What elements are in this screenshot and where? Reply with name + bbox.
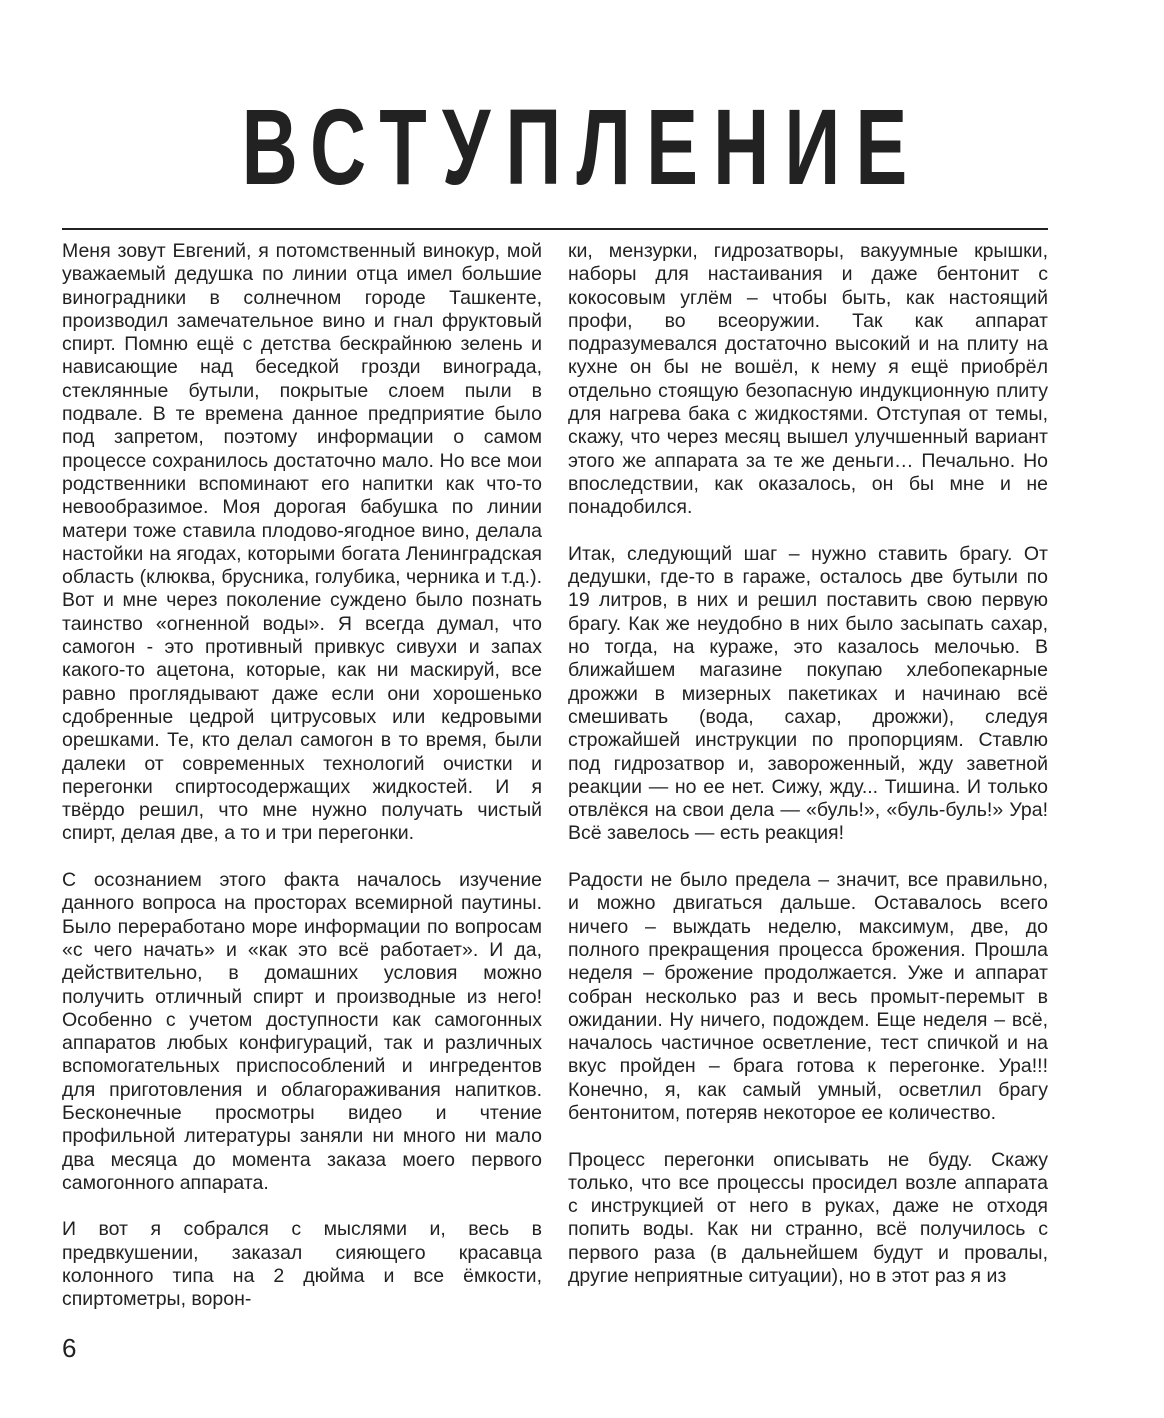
paragraph: И вот я собрался с мыслями и, весь в предвкушении, заказал сияющего красавца колонного типа на 2 дюйма и все ёмкости, спиртометры, ворон- [62, 1218, 542, 1311]
paragraph: С осознанием этого факта началось изучение данного вопроса на просторах всемирной паутины. Было переработано море информации по вопросам «с чего начать» и «как это всё работает». И да, действительно, в домашних условия можно получить отличный спирт и производные из него! Особенно с учетом доступности как самогонных аппаратов любых конфигураций, так и различных вспомогательных приспособлений и ингредентов для приготовления и облагораживания напитков. Бесконечные просмотры видео и чтение профильной литературы заняли ни много ни мало два месяца до момента заказа моего первого самогонного аппарата. [62, 869, 542, 1194]
page-title: ВСТУПЛЕНИЕ [241, 86, 923, 207]
paragraph: Меня зовут Евгений, я потомственный винокур, мой уважаемый дедушка по линии отца имел большие виноградники в солнечном городе Ташкенте, производил замечательное вино и гнал фруктовый спирт. Помню ещё с детства бескрайнюю зелень и нависающие над беседкой грозди винограда, стеклянные бутыли, покрытые слоем пыли в подвале. В те времена данное предприятие было под запретом, поэтому информации о самом процессе сохранилось достаточно мало. Но все мои родственники вспоминают его напитки как что-то невообразимое. Моя дорогая бабушка по линии матери тоже ставила плодово-ягодное вино, делала настойки на ягодах, которыми богата Ленинградская область (клюква, брусника, голубика, черника и т.д.). Вот и мне через поколение суждено было познать таинство «огненной воды». Я всегда думал, что самогон - это противный привкус сивухи и запах какого-то ацетона, которые, как ни маскируй, все равно проглядывают даже если они хорошенько сдобренные цедрой цитрусовых или кедровыми орешками. Те, кто делал самогон в то время, были далеки от современных технологий очистки и перегонки спиртосодержащих жидкостей. И я твёрдо решил, что мне нужно получать чистый спирт, делая две, а то и три перегонки. [62, 240, 542, 845]
paragraph: Процесс перегонки описывать не буду. Скажу только, что все процессы просидел возле аппарата с инструкцией от него в руках, даже не отходя попить воды. Как ни странно, всё получилось с первого раза (в дальнейшем будут и провалы, другие неприятные ситуации), но в этот раз я из [568, 1148, 1048, 1288]
paragraph: ки, мензурки, гидрозатворы, вакуумные крышки, наборы для настаивания и даже бентонит с кокосовым углём – чтобы быть, как настоящий профи, во всеоружии. Так как аппарат подразумевался достаточно высокий и на плиту на кухне он бы не вошёл, к нему я ещё приобрёл отдельно стоящую безопасную индукционную плиту для нагрева бака с жидкостями. Отступая от темы, скажу, что через месяц вышел улучшенный вариант этого же аппарата за те же деньги… Печально. Но впоследствии, как оказалось, он бы мне и не понадобился. [568, 240, 1048, 519]
title-divider [62, 228, 1048, 230]
right-text-column [568, 240, 1048, 1288]
left-text-column [62, 240, 542, 1312]
paragraph: Радости не было предела – значит, все правильно, и можно двигаться дальше. Оставалось всего ничего – выждать неделю, максимум, две, до полного прекращения процесса брожения. Прошла неделя – брожение продолжается. Уже и аппарат собран несколько раз и весь промыт-перемыт в ожидании. Ну ничего, подождем. Еще неделя – всё, началось частичное осветление, тест спичкой и на вкус пройден – брага готова к перегонке. Ура!!! Конечно, я, как самый умный, осветлил брагу бентонитом, потеряв некоторое ее количество. [568, 869, 1048, 1124]
page-number: 6 [62, 1333, 77, 1363]
paragraph: Итак, следующий шаг – нужно ставить брагу. От дедушки, где-то в гараже, осталось две бутыли по 19 литров, в них и решил поставить свою первую брагу. Как же неудобно в них было засыпать сахар, но тогда, на кураже, это казалось мелочью. В ближайшем магазине покупаю хлебопекарные дрожжи в мизерных пакетиках и начинаю всё смешивать (вода, сахар, дрожжи), следуя строжайшей инструкции по пропорциям. Ставлю под гидрозатвор и, завороженный, жду заветной реакции — но ее нет. Сижу, жду... Тишина. И только отвлёкся на свои дела — «буль!», «буль-буль!» Ура! Всё завелось — есть реакция! [568, 542, 1048, 845]
